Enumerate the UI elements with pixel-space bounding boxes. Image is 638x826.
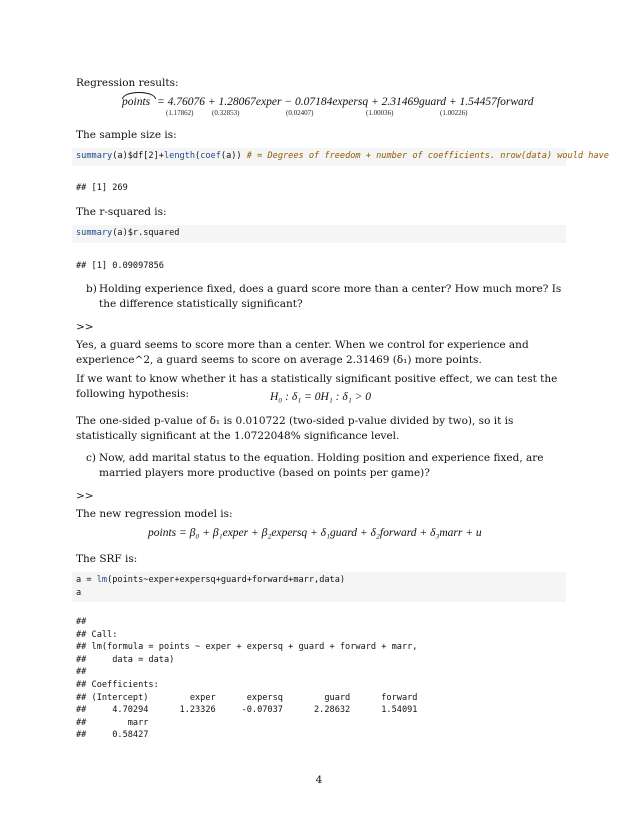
se-exper: (0.32853) [212,109,240,117]
code-chunk-lm: a = lm(points~exper+expersq+guard+forward+marr,data) a [72,572,566,602]
se-forward: (1.00226) [440,109,468,117]
srf-rhs: = 4.76076 + 1.28067exper − 0.07184expersq + 2.31469guard + 1.54457forward [157,96,534,108]
code-chunk-rsq: summary(a)$r.squared [72,225,566,243]
se-intercept: (1.17862) [166,109,194,117]
regression-results-heading: Regression results: [76,77,179,89]
question-b-text: Holding experience fixed, does a guard score more than a center? How much more? Is the difference statistically significant? [99,283,562,310]
sample-size-text: The sample size is: [76,129,177,141]
new-model-text: The new regression model is: [76,508,233,520]
code-chunk-df: summary(a)$df[2]+length(coef(a)) # = Degrees of freedom + number of coefficients. nrow(data) would have [72,148,566,166]
se-guard: (1.00036) [366,109,394,117]
model-equation: points = β₀ + β₁exper + β₂expersq + δ₁guard + δ₂forward + δ₃marr + u [148,527,482,539]
rsquared-text: The r-squared is: [76,206,167,218]
output-df: ## [1] 269 [76,183,128,193]
question-c-label: c) [86,452,96,464]
question-c-text: Now, add marital status to the equation. Holding position and experience fixed, are married players more productive (based on points per game)? [99,452,544,479]
answer-b-paragraph-1: Yes, a guard seems to score more than a center. When we control for experience and experience^2, a guard seems to score on average 2.31469 (δ₁) more points. [76,339,529,366]
question-b-label: b) [86,283,97,295]
se-expersq: (0.02407) [286,109,314,117]
output-lm: ## ## Call: ## lm(formula = points ~ exper + expersq + guard + forward + marr, ## data = data) ## ## Coefficients: ## (Intercept) exper expersq guard forward ## 4.70294 1.23326 -0.07037 2.28632 1.54091 ## marr ## 0.58427 [76,617,418,741]
answer-marker-b: >> [76,321,94,333]
output-rsq: ## [1] 0.09097856 [76,261,164,271]
question-b [86,282,566,312]
answer-b-paragraph-3: The one-sided p-value of δ₁ is 0.010722 (two-sided p-value divided by two), so it is statistically significant at the 1.0722048% significance level. [76,415,514,442]
answer-b-paragraph-2: If we want to know whether it has a statistically significant positive effect, we can test the following hypothesis: [76,373,558,400]
hypothesis-equation: H₀ : δ₁ = 0H₁ : δ₁ > 0 [270,391,371,403]
question-c [86,451,566,481]
srf-lhs: points [122,96,151,108]
answer-marker-c: >> [76,490,94,502]
srf-text: The SRF is: [76,553,138,565]
page-number: 4 [315,774,323,786]
